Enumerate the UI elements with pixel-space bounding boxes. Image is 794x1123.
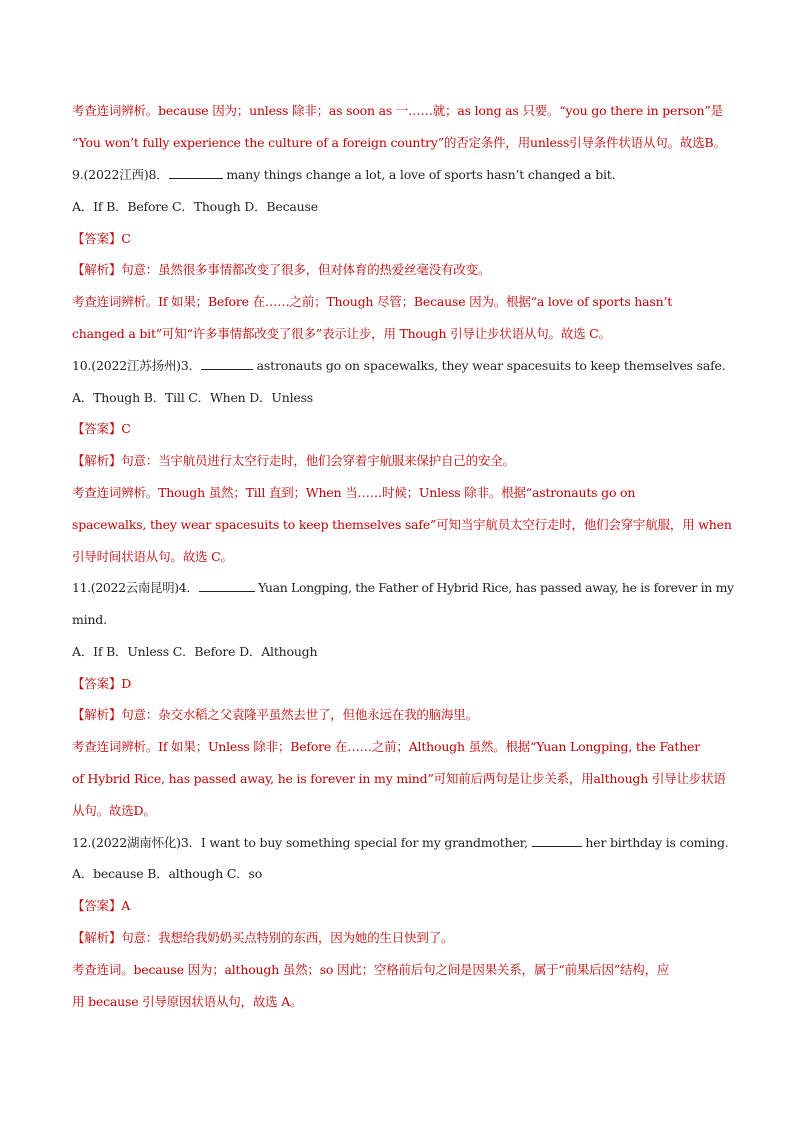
explanation-line: 考查连词辨析。If 如果；Before 在……之前；Though 尽管；Because 因为。根据“a love of sports hasn’t	[72, 294, 673, 309]
explanation-line: “You won’t fully experience the culture of a foreign country”的否定条件，用unless引导条件状语从句。故选B。	[72, 135, 726, 150]
analysis-line: 【解析】句意：我想给我奶奶买点特别的东西，因为她的生日快到了。	[72, 930, 454, 945]
question-continuation: mind.	[72, 612, 107, 627]
answer-line: 【答案】A	[72, 898, 131, 913]
explanation-line: 用 because 引导原因状语从句，故选 A。	[72, 994, 303, 1009]
answer-line: 【答案】C	[72, 421, 131, 436]
answer-blank	[199, 581, 255, 592]
options-line: A．If B．Before C．Though D．Because	[72, 199, 318, 214]
explanation-line: 考查连词辨析。Though 虽然；Till 直到；When 当……时候；Unless 除非。根据“astronauts go on	[72, 485, 636, 500]
explanation-line: spacewalks, they wear spacesuits to keep themselves safe”可知当宇航员太空行走时，他们会穿宇航服，用 when	[72, 517, 732, 532]
question-9: 9.(2022江西)8． many things change a lot, a love of sports hasn’t changed a bit.	[72, 167, 616, 182]
answer-blank	[201, 359, 253, 370]
analysis-line: 【解析】句意：当宇航员进行太空行走时，他们会穿着宇航服来保护自己的安全。	[72, 453, 515, 468]
answer-blank	[169, 168, 223, 179]
analysis-line: 【解析】句意：虽然很多事情都改变了很多，但对体育的热爱丝毫没有改变。	[72, 262, 491, 277]
options-line: A．If B．Unless C．Before D．Although	[72, 644, 318, 659]
answer-line: 【答案】D	[72, 676, 132, 691]
options-line: A．because B．although C．so	[72, 866, 263, 881]
answer-line: 【答案】C	[72, 231, 131, 246]
explanation-line: changed a bit”可知“许多事情都改变了很多”表示让步，用 Though 引导让步状语从句。故选 C。	[72, 326, 611, 341]
explanation-line: 引导时间状语从句。故选 C。	[72, 549, 233, 564]
explanation-line: of Hybrid Rice, has passed away, he is forever in my mind”可知前后两句是让步关系，用although 引导让步状语	[72, 771, 726, 786]
explanation-line: 考查连词辨析。If 如果；Unless 除非；Before 在……之前；Although 虽然。根据“Yuan Longping, the Father	[72, 739, 701, 754]
analysis-line: 【解析】句意：杂交水稻之父袁隆平虽然去世了，但他永远在我的脑海里。	[72, 707, 478, 722]
question-10: 10.(2022江苏扬州)3． astronauts go on spacewalks, they wear spacesuits to keep themselves safe.	[72, 358, 726, 373]
answer-blank	[532, 836, 582, 847]
explanation-line: 考查连词。because 因为；although 虽然；so 因此；空格前后句之间是因果关系，属于“前果后因”结构，应	[72, 962, 670, 977]
question-12: 12.(2022湖南怀化)3．I want to buy something special for my grandmother, her birthday is coming.	[72, 835, 729, 850]
explanation-line: 从句。故选D。	[72, 803, 156, 818]
question-11: 11.(2022云南昆明)4． Yuan Longping, the Father of Hybrid Rice, has passed away, he is forever in my	[72, 580, 734, 595]
explanation-line: 考查连词辨析。because 因为；unless 除非；as soon as 一……就；as long as 只要。“you go there in person”是	[72, 103, 723, 118]
options-line: A．Though B．Till C．When D．Unless	[72, 390, 314, 405]
